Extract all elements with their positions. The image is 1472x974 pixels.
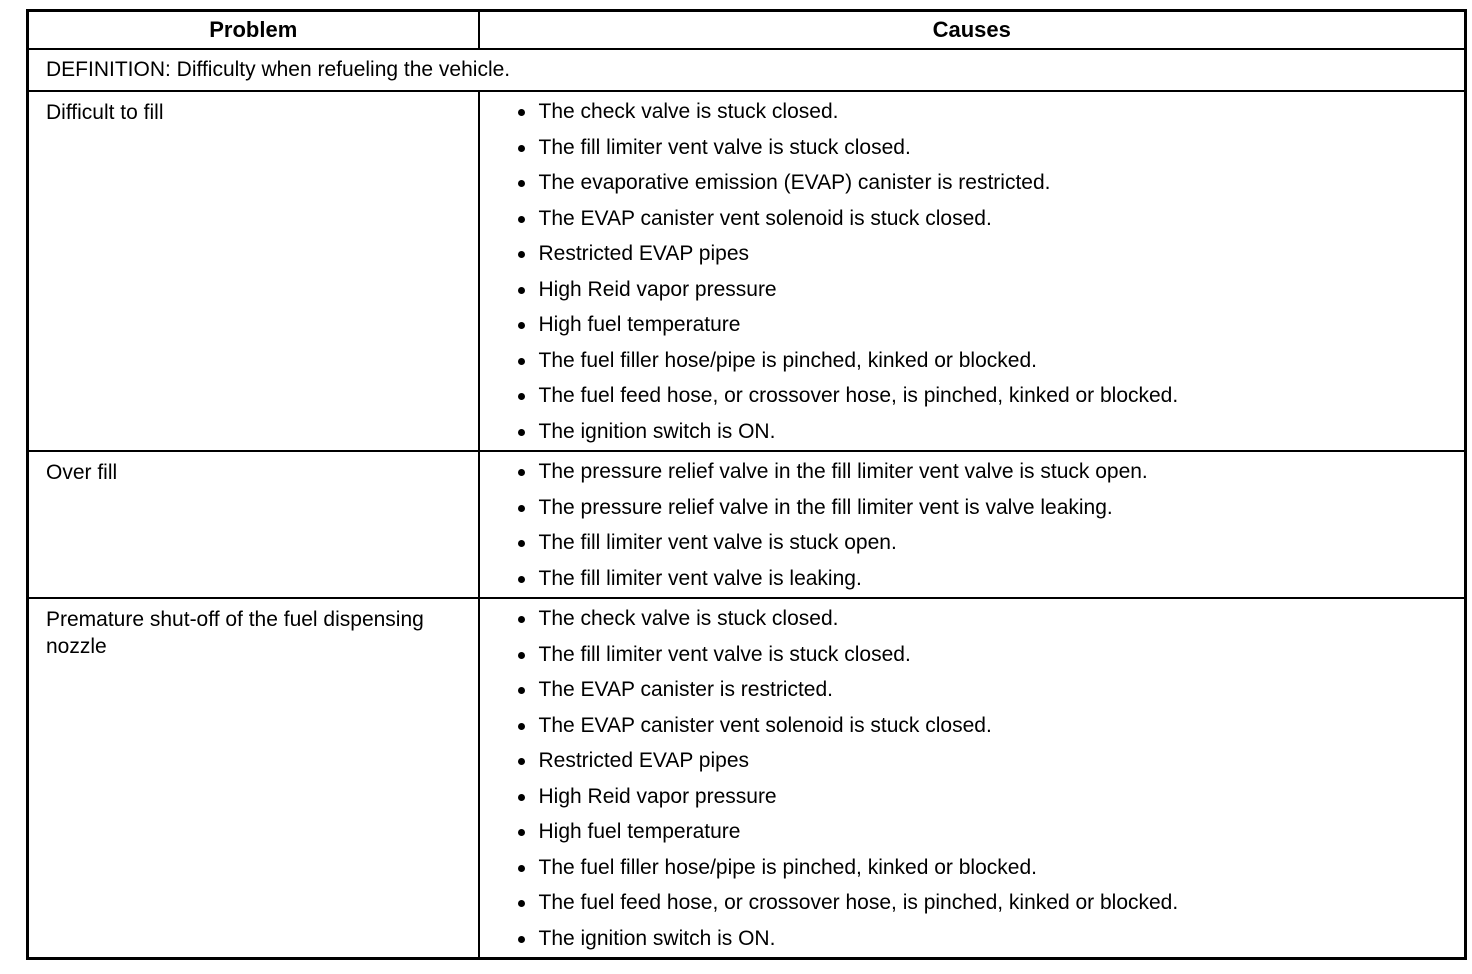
cause-item: The fuel feed hose, or crossover hose, is pinched, kinked or blocked. [514,885,1465,921]
cause-item: The EVAP canister vent solenoid is stuck closed. [514,708,1465,744]
cause-item: The check valve is stuck closed. [514,94,1465,130]
cause-item: High Reid vapor pressure [514,272,1465,308]
cause-item: The EVAP canister is restricted. [514,672,1465,708]
definition-text: DEFINITION: Difficulty when refueling the vehicle. [28,49,1466,91]
causes-cell [479,91,1466,451]
cause-item: The pressure relief valve in the fill limiter vent is valve leaking. [514,490,1465,526]
cause-item: Restricted EVAP pipes [514,743,1465,779]
causes-cell [479,451,1466,598]
cause-item: Restricted EVAP pipes [514,236,1465,272]
cause-item: The evaporative emission (EVAP) canister is restricted. [514,165,1465,201]
problem-cell [28,451,479,598]
causes-list [480,452,1465,597]
cause-item: High fuel temperature [514,307,1465,343]
cause-item: High Reid vapor pressure [514,779,1465,815]
cause-item: The fill limiter vent valve is stuck open. [514,525,1465,561]
cause-item: The fuel filler hose/pipe is pinched, kinked or blocked. [514,343,1465,379]
problem-cell [28,91,479,451]
cause-item: The EVAP canister vent solenoid is stuck closed. [514,201,1465,237]
cause-item: The fill limiter vent valve is stuck closed. [514,130,1465,166]
diagnostic-table [26,9,1467,960]
problem-text: Over fill [46,461,118,484]
problem-text: Difficult to fill [46,101,164,124]
table-row [28,451,1466,598]
cause-item: The fuel feed hose, or crossover hose, is pinched, kinked or blocked. [514,378,1465,414]
table-row [28,91,1466,451]
cause-item: The ignition switch is ON. [514,414,1465,450]
cause-item: The ignition switch is ON. [514,921,1465,957]
header-causes: Causes [479,11,1466,50]
header-problem: Problem [28,11,479,50]
causes-list [480,599,1465,957]
cause-item: The fill limiter vent valve is stuck closed. [514,637,1465,673]
causes-list [480,92,1465,450]
table-row [28,598,1466,959]
cause-item: High fuel temperature [514,814,1465,850]
cause-item: The check valve is stuck closed. [514,601,1465,637]
table-header-row [28,11,1466,50]
cause-item: The pressure relief valve in the fill limiter vent valve is stuck open. [514,454,1465,490]
causes-cell [479,598,1466,959]
problem-cell [28,598,479,959]
definition-row [28,49,1466,91]
cause-item: The fuel filler hose/pipe is pinched, kinked or blocked. [514,850,1465,886]
problem-text: Premature shut-off of the fuel dispensing nozzle [46,608,424,658]
cause-item: The fill limiter vent valve is leaking. [514,561,1465,597]
